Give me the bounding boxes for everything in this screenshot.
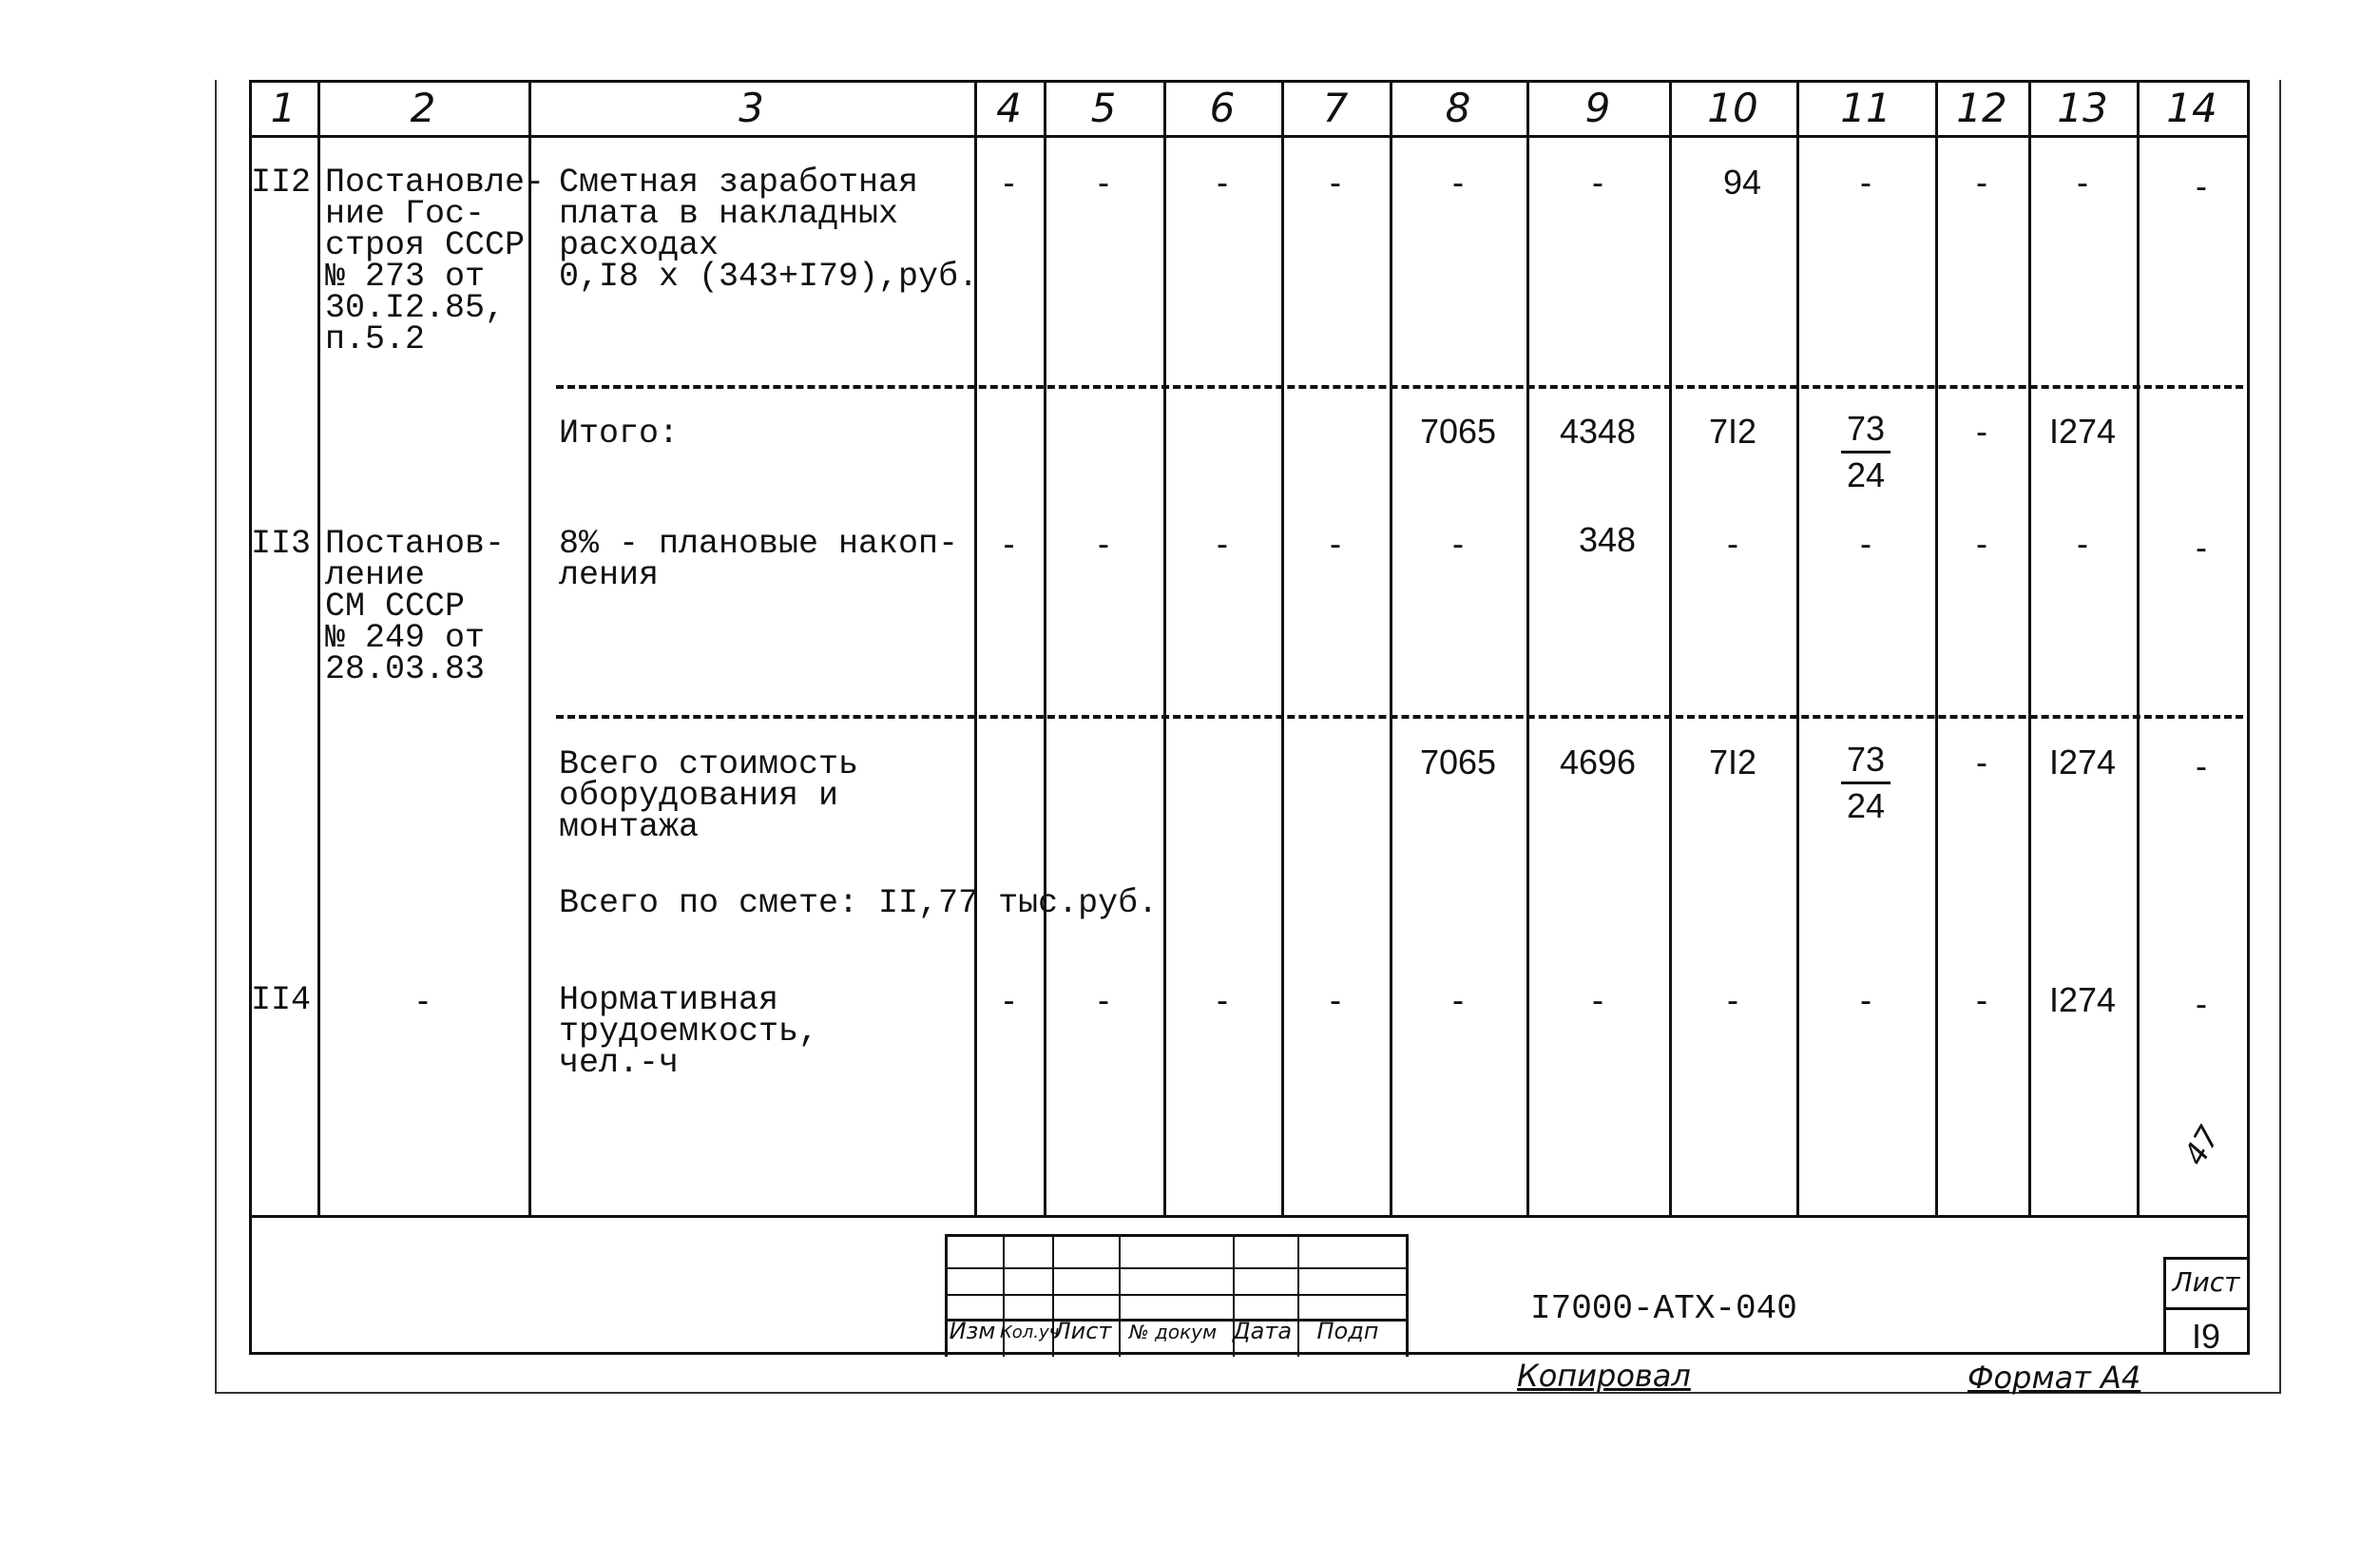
smeta-total: Всего по смете: II,77 тыс.руб.	[559, 884, 1159, 922]
total-col11-fraction	[1796, 738, 1935, 828]
itogo-col9: 4348	[1559, 412, 1637, 451]
row-112-col4: -	[1003, 163, 1015, 202]
col-header-6: 6	[1209, 85, 1236, 131]
row-113-col4: -	[1003, 524, 1015, 563]
row-113-number: II3	[251, 525, 312, 563]
col-header-14: 14	[2166, 85, 2217, 131]
row-114-description: Нормативная трудоемкость, чел.-ч	[559, 981, 819, 1082]
row-114-col12: -	[1976, 980, 1987, 1019]
total-col12: -	[1976, 743, 1987, 782]
col-header-12: 12	[1956, 85, 2007, 131]
row-113-col12: -	[1976, 524, 1987, 563]
row-112-col11: -	[1860, 163, 1871, 202]
itogo-col13: I274	[2048, 412, 2117, 451]
row-114-col5: -	[1098, 980, 1109, 1019]
row-114-col9: -	[1592, 980, 1603, 1019]
col-header-13: 13	[2057, 85, 2108, 131]
col-header-8: 8	[1445, 85, 1471, 131]
col-header-9: 9	[1584, 85, 1611, 131]
itogo-col11-fraction	[1796, 407, 1935, 497]
row-113-source: Постанов- ление СМ СССР № 249 от 28.03.83	[325, 525, 506, 688]
col-line-13	[2137, 80, 2140, 1217]
row-112-source: Постановле- ние Гос- строя СССР № 273 от 30.I2.85, п.5.2	[325, 164, 546, 358]
col-header-2: 2	[410, 85, 436, 131]
document-code: I7000-ATX-040	[1530, 1289, 1797, 1328]
row-114-source: -	[417, 980, 429, 1019]
row-114-col14: -	[2196, 984, 2207, 1023]
row-113-col10: -	[1727, 524, 1738, 563]
total-col14: -	[2196, 746, 2207, 785]
row-113-col6: -	[1217, 524, 1228, 563]
stamp-label-kol: Кол.уч	[1000, 1322, 1060, 1342]
col-line-7	[1390, 80, 1392, 1217]
row-114-col4: -	[1003, 980, 1015, 1019]
col-header-3: 3	[739, 85, 764, 131]
row-112-col7: -	[1330, 163, 1341, 202]
itogo-col10: 7I2	[1708, 412, 1757, 451]
handwritten-mark: 47	[2176, 1119, 2227, 1172]
col-line-12	[2028, 80, 2031, 1217]
format-label: Формат А4	[1967, 1360, 2141, 1396]
row-112-col6: -	[1217, 163, 1228, 202]
itogo-label: Итого:	[559, 415, 680, 453]
row-separator-itogo	[556, 385, 2243, 389]
sheet-label: Лист	[2172, 1266, 2240, 1298]
row-separator-total	[556, 715, 2243, 719]
total-col8: 7065	[1419, 743, 1497, 782]
row-112-col9: -	[1592, 163, 1603, 202]
col-line-9	[1669, 80, 1672, 1217]
row-114-col7: -	[1330, 980, 1341, 1019]
row-112-col8: -	[1452, 163, 1464, 202]
itogo-col12: -	[1976, 412, 1987, 451]
col-line-4	[1044, 80, 1046, 1217]
total-description: Всего стоимость оборудования и монтажа	[559, 745, 859, 846]
col-line-6	[1281, 80, 1284, 1217]
total-col11-numerator: 73	[1841, 738, 1891, 784]
row-112-col12: -	[1976, 163, 1987, 202]
stamp-label-list: Лист	[1053, 1318, 1112, 1344]
stamp-label-sign: Подп	[1316, 1318, 1379, 1344]
row-112-description: Сметная заработная плата в накладных расходах 0,I8 x (343+I79),руб.	[559, 164, 979, 296]
col-line-10	[1796, 80, 1799, 1217]
col-line-8	[1526, 80, 1529, 1217]
row-113-description: 8% - плановые накоп- ления	[559, 525, 959, 594]
total-col13: I274	[2048, 743, 2117, 782]
row-114-col13: I274	[2048, 980, 2117, 1019]
copied-label: Копировал	[1517, 1358, 1691, 1394]
row-114-col8: -	[1452, 980, 1464, 1019]
row-114-col10: -	[1727, 980, 1738, 1019]
col-line-5	[1163, 80, 1166, 1217]
row-113-col11: -	[1860, 524, 1871, 563]
col-header-10: 10	[1707, 85, 1758, 131]
row-113-col5: -	[1098, 524, 1109, 563]
row-112-col10: 94	[1722, 163, 1762, 202]
row-113-col7: -	[1330, 524, 1341, 563]
row-113-col14: -	[2196, 528, 2207, 567]
itogo-col8: 7065	[1419, 412, 1497, 451]
col-header-1: 1	[270, 85, 297, 131]
row-113-col8: -	[1452, 524, 1464, 563]
itogo-col11-numerator: 73	[1841, 407, 1891, 453]
row-113-col9: 348	[1578, 520, 1637, 559]
total-col11-denominator: 24	[1846, 786, 1886, 825]
col-header-5: 5	[1090, 85, 1117, 131]
col-header-11: 11	[1840, 85, 1891, 131]
stamp-label-date: Дата	[1232, 1318, 1293, 1344]
col-line-11	[1935, 80, 1938, 1217]
row-114-number: II4	[251, 981, 312, 1019]
col-header-7: 7	[1322, 85, 1349, 131]
itogo-col11-denominator: 24	[1846, 455, 1886, 494]
row-112-col14: -	[2196, 166, 2207, 205]
row-113-col13: -	[2077, 524, 2088, 563]
row-112-col13: -	[2077, 163, 2088, 202]
row-112-number: II2	[251, 164, 312, 202]
col-header-4: 4	[996, 85, 1022, 131]
row-114-col6: -	[1217, 980, 1228, 1019]
total-col10: 7I2	[1708, 743, 1757, 782]
sheet-number: I9	[2191, 1317, 2221, 1356]
stamp-label-izm: Изм	[949, 1318, 996, 1344]
total-col9: 4696	[1559, 743, 1637, 782]
stamp-label-doc: № докум	[1128, 1321, 1218, 1343]
row-112-col5: -	[1098, 163, 1109, 202]
col-line-1	[317, 80, 320, 1217]
row-114-col11: -	[1860, 980, 1871, 1019]
